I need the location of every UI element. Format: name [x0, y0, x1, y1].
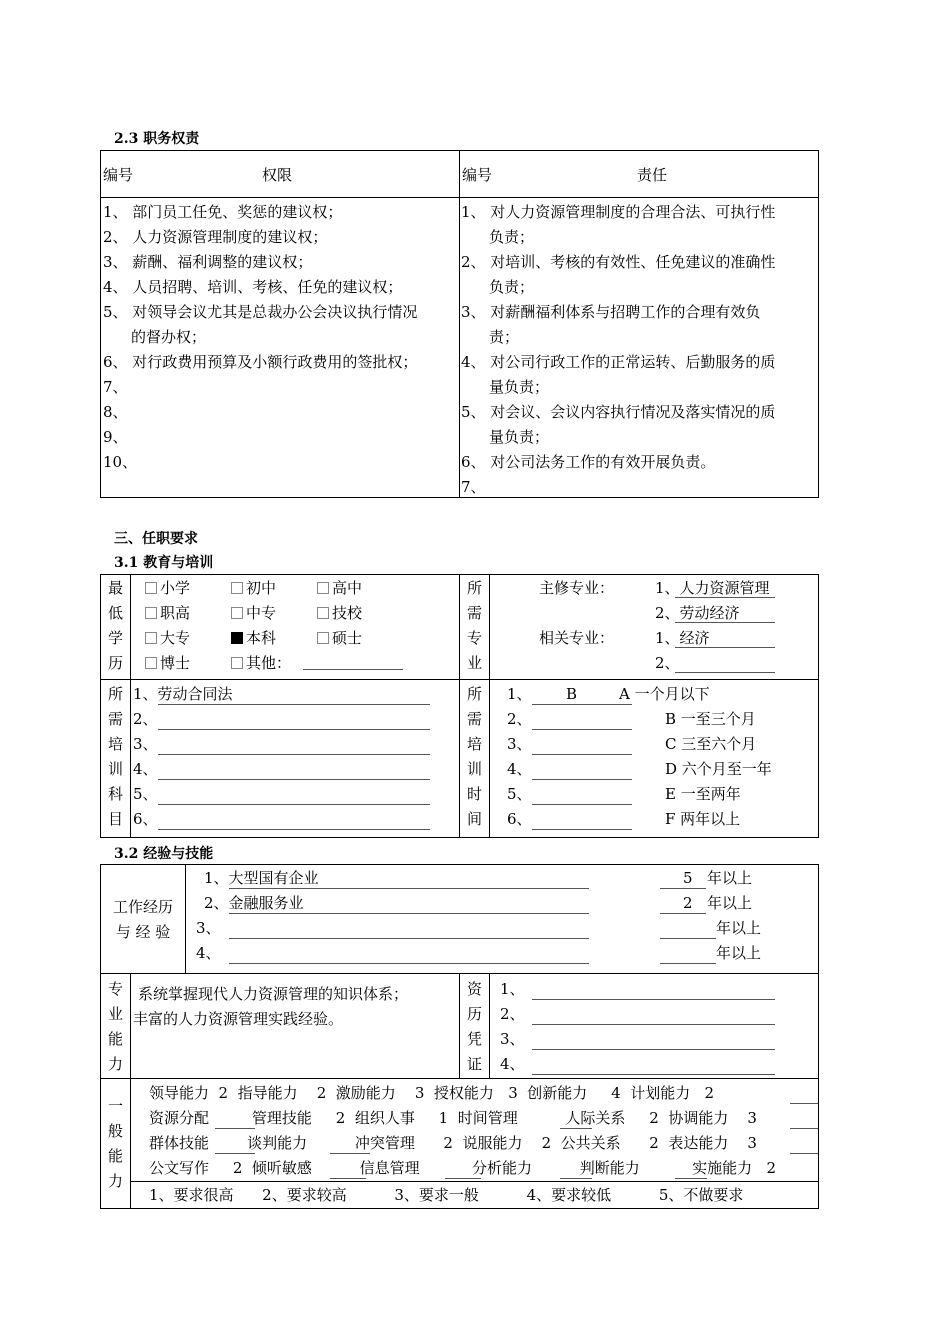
header-zeren: 责任: [637, 166, 668, 184]
cert-label: 资 历 凭 证: [466, 980, 482, 1073]
checkbox-icon: [145, 657, 157, 669]
duty-item: 1、 对人力资源管理制度的合理合法、可执行性: [461, 203, 776, 221]
ability-legend: 1、要求很高 2、要求较高 3、要求一般 4、要求较低 5、不做要求: [149, 1186, 744, 1204]
duty-item: 6、 对公司法务工作的有效开展负责。: [461, 453, 716, 471]
time-num: 2、: [507, 710, 532, 728]
cert-item: 2、: [500, 1005, 525, 1023]
edu-option[interactable]: 初中: [231, 576, 276, 601]
train-item: 4、: [133, 760, 158, 778]
right-item: 3、 薪酬、福利调整的建议权；: [103, 253, 313, 271]
cert-item: 3、: [500, 1030, 525, 1048]
time-option: B 一至三个月: [665, 710, 756, 728]
major-related-2: 2、: [655, 654, 680, 672]
major-main-2: 2、劳动经济: [655, 604, 740, 622]
train-item: 6、: [133, 810, 158, 828]
edu-option[interactable]: 职高: [145, 601, 190, 626]
duty-item: 7、: [461, 478, 486, 496]
time-num: 6、: [507, 810, 532, 828]
edu-option[interactable]: 中专: [231, 601, 276, 626]
gen-label: 一 般 能 力: [107, 1097, 123, 1190]
time-num: 4、: [507, 760, 532, 778]
checked-box-icon: [231, 632, 243, 644]
duty-item-cont: 负责；: [489, 228, 535, 246]
edu-option[interactable]: 技校: [317, 601, 362, 626]
train-item: 2、: [133, 710, 158, 728]
time-num: 5、: [507, 785, 532, 803]
section-title-3-1: 3.1 教育与培训: [114, 555, 214, 571]
train-item: 1、劳动合同法: [133, 685, 233, 703]
work-item: 3、: [196, 919, 221, 937]
gen-row: 领导能力 2 指导能力 2 激励能力 3 授权能力 3 创新能力 4 计划能力 2: [149, 1084, 715, 1102]
cert-item: 1、: [500, 980, 525, 998]
duty-item-cont: 量负责；: [489, 428, 550, 446]
cert-item: 4、: [500, 1055, 525, 1073]
edu-option[interactable]: 硕士: [317, 626, 362, 651]
checkbox-icon: [231, 582, 243, 594]
edu-option-checked[interactable]: 本科: [231, 626, 276, 651]
header-no-left: 编号: [103, 166, 134, 184]
checkbox-icon: [145, 607, 157, 619]
gen-row: 资源分配 管理技能 2 组织人事 1 时间管理 人际关系 2 协调能力 3: [149, 1109, 757, 1127]
edu-option[interactable]: 高中: [317, 576, 362, 601]
years-suffix: 年以上: [716, 919, 762, 937]
work-years: 2: [683, 894, 693, 912]
duty-item: 4、 对公司行政工作的正常运转、后勤服务的质: [461, 353, 776, 371]
years-suffix: 年以上: [707, 894, 753, 912]
major-main-label: 主修专业：: [539, 579, 615, 597]
right-item: 1、 部门员工任免、奖惩的建议权；: [103, 203, 343, 221]
work-item: 4、: [196, 944, 221, 962]
right-item: 6、 对行政费用预算及小额行政费用的签批权；: [103, 353, 418, 371]
right-item: 2、 人力资源管理制度的建议权；: [103, 228, 328, 246]
train-item: 3、: [133, 735, 158, 753]
time-option: E 一至两年: [665, 785, 741, 803]
section-title-3: 三、任职要求: [114, 531, 198, 547]
edu-option[interactable]: 博士: [145, 651, 190, 676]
edu-label: 最 低 学 历: [107, 579, 123, 672]
prof-label: 专 业 能 力: [107, 980, 123, 1073]
prof-text-2: 丰富的人力资源管理实践经验。: [133, 1010, 344, 1028]
major-related-label: 相关专业：: [539, 629, 615, 647]
header-no-right: 编号: [462, 166, 493, 184]
edu-other-underline[interactable]: [303, 669, 403, 670]
duty-item: 5、 对会议、会议内容执行情况及落实情况的质: [461, 403, 776, 421]
right-item: 10、: [103, 453, 138, 471]
major-label: 所 需 专 业: [466, 579, 482, 672]
right-item: 5、 对领导会议尤其是总裁办公会决议执行情况: [103, 303, 418, 321]
time-option: D 六个月至一年: [665, 760, 772, 778]
time-num: 3、: [507, 735, 532, 753]
edu-option[interactable]: 其他：: [231, 651, 291, 676]
right-item: 7、: [103, 378, 128, 396]
train-label: 所 需 培 训 科 目: [107, 685, 123, 828]
work-item: 1、大型国有企业: [204, 869, 319, 887]
right-item: 4、 人员招聘、培训、考核、任免的建议权；: [103, 278, 403, 296]
train-item: 5、: [133, 785, 158, 803]
edu-option[interactable]: 小学: [145, 576, 190, 601]
work-label: 工作经历 与 经 验: [112, 898, 173, 941]
gen-row: 公文写作 2 倾听敏感 信息管理 分析能力 判断能力 实施能力 2: [149, 1159, 777, 1177]
duty-item-cont: 负责；: [489, 278, 535, 296]
checkbox-icon: [145, 582, 157, 594]
checkbox-icon: [317, 582, 329, 594]
time-label: 所 需 培 训 时 间: [466, 685, 482, 828]
checkbox-icon: [231, 607, 243, 619]
right-item: 8、: [103, 403, 128, 421]
right-item: 9、: [103, 428, 128, 446]
section-title-2-3: 2.3 职务权责: [114, 131, 200, 147]
years-suffix: 年以上: [716, 944, 762, 962]
duty-item: 3、 对薪酬福利体系与招聘工作的合理有效负: [461, 303, 761, 321]
time-value: B: [566, 685, 578, 703]
major-main-1: 1、人力资源管理: [655, 579, 770, 597]
checkbox-icon: [317, 607, 329, 619]
time-option: C 三至六个月: [665, 735, 757, 753]
time-option: F 两年以上: [665, 810, 741, 828]
gen-row: 群体技能 谈判能力 冲突管理 2 说服能力 2 公共关系 2 表达能力 3: [149, 1134, 757, 1152]
section-title-3-2: 3.2 经验与技能: [114, 846, 214, 862]
duty-item-cont: 责；: [489, 328, 520, 346]
time-num: 1、: [507, 685, 532, 703]
right-item-cont: 的督办权；: [131, 328, 207, 346]
header-quanxian: 权限: [262, 166, 293, 184]
work-item: 2、金融服务业: [204, 894, 304, 912]
prof-text-1: 系统掌握现代人力资源管理的知识体系；: [138, 985, 409, 1003]
checkbox-icon: [231, 657, 243, 669]
checkbox-icon: [317, 632, 329, 644]
duty-item-cont: 量负责；: [489, 378, 550, 396]
edu-option[interactable]: 大专: [145, 626, 190, 651]
checkbox-icon: [145, 632, 157, 644]
time-option: A 一个月以下: [619, 685, 710, 703]
duty-item: 2、 对培训、考核的有效性、任免建议的准确性: [461, 253, 776, 271]
major-related-1: 1、经济: [655, 629, 710, 647]
work-years: 5: [683, 869, 693, 887]
years-suffix: 年以上: [707, 869, 753, 887]
